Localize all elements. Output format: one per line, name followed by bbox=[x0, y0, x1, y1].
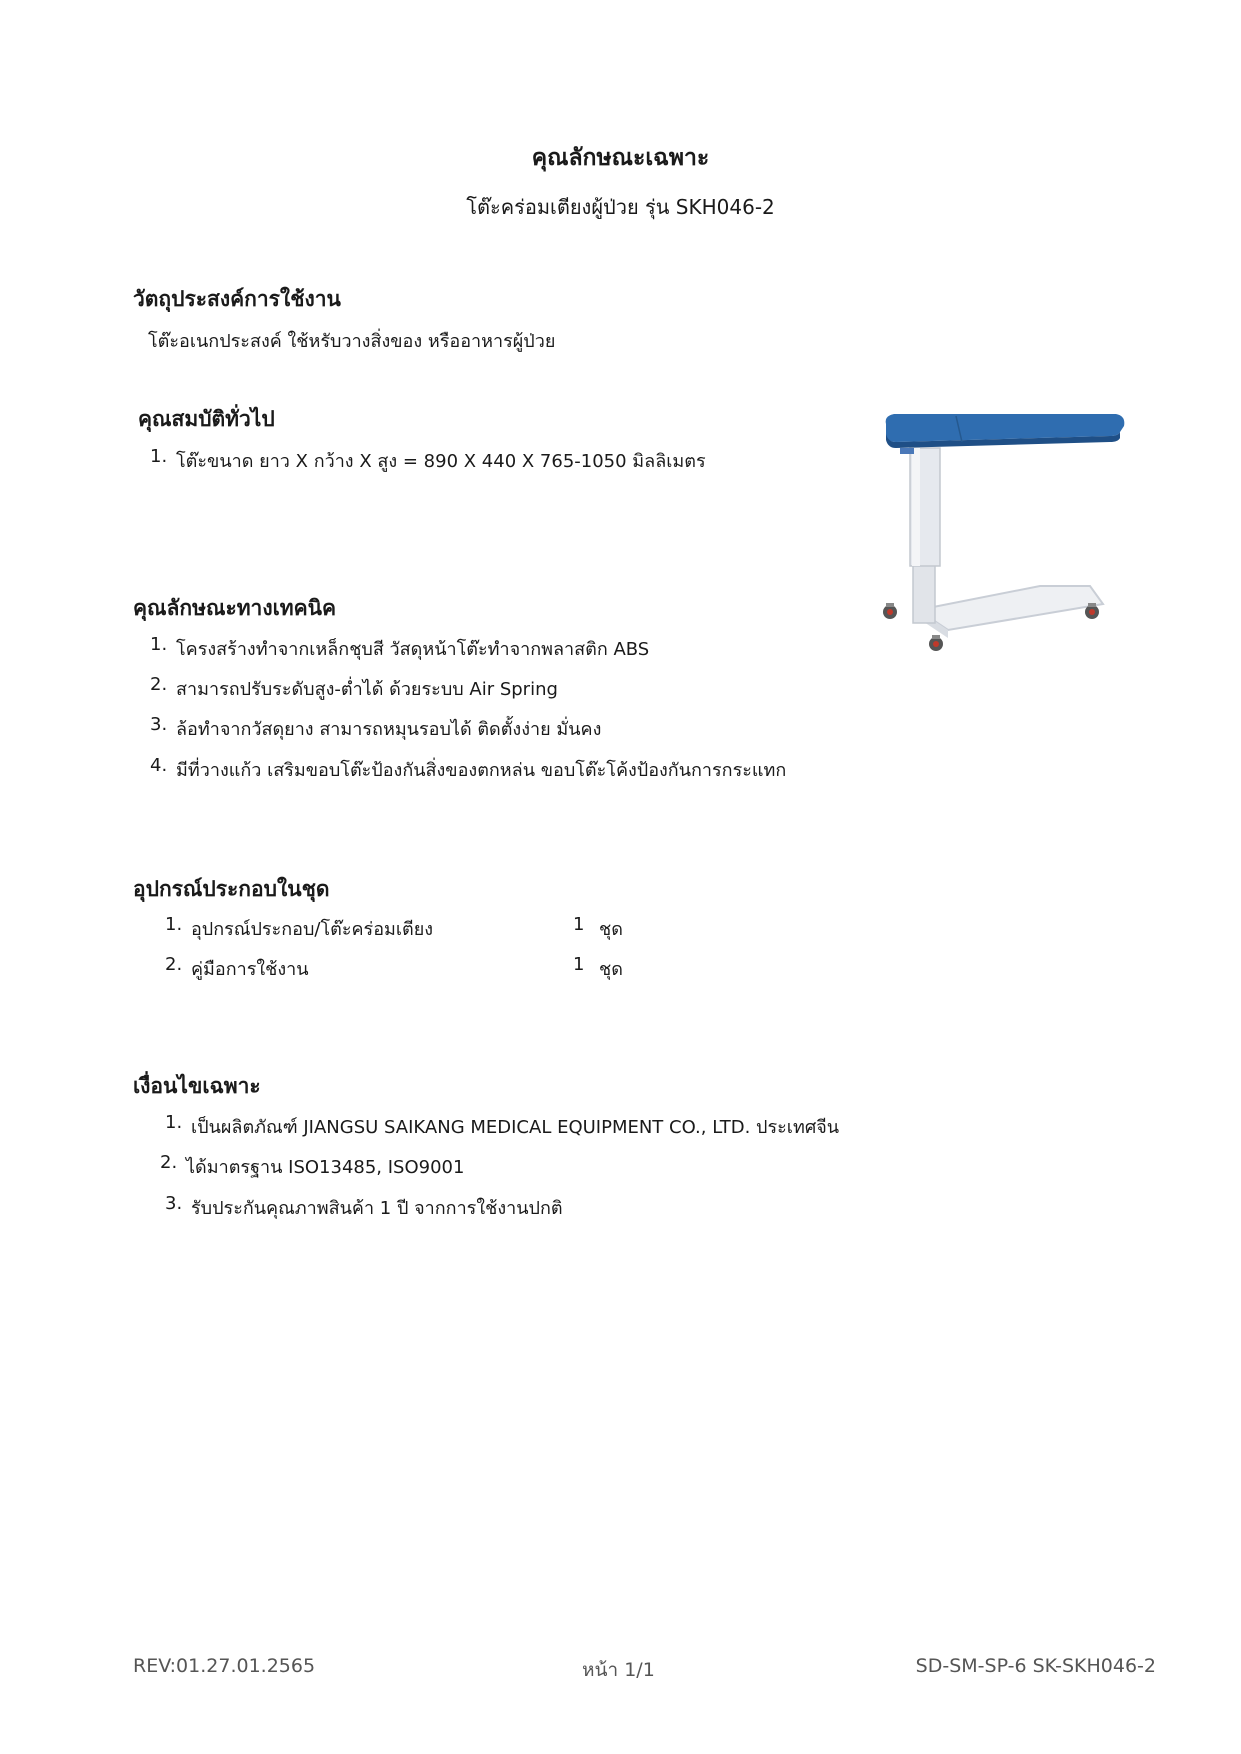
footer-revision: REV:01.27.01.2565 bbox=[133, 1655, 316, 1677]
item-number: 2. bbox=[160, 1152, 178, 1173]
item-text: โต๊ะขนาด ยาว X กว้าง X สูง = 890 X 440 X 765-1050 มิลลิเมตร bbox=[176, 451, 706, 472]
accessory-item bbox=[165, 914, 623, 943]
item-text: เป็นผลิตภัณฑ์ JIANGSU SAIKANG MEDICAL EQUIPMENT CO., LTD. ประเทศจีน bbox=[191, 1117, 840, 1138]
purpose-text: โต๊ะอเนกประสงค์ ใช้หรับวางสิ่งของ หรืออาหารผู้ป่วย bbox=[148, 331, 556, 352]
item-text: โครงสร้างทำจากเหล็กชุบสี วัสดุหน้าโต๊ะทำจากพลาสติก ABS bbox=[176, 639, 650, 660]
item-number: 1. bbox=[165, 914, 183, 935]
condition-item bbox=[165, 1112, 839, 1141]
technical-item bbox=[150, 714, 601, 743]
conditions-heading: เงื่อนไขเฉพาะ bbox=[133, 1074, 261, 1098]
general-heading: คุณสมบัติทั่วไป bbox=[138, 407, 275, 431]
item-text: ได้มาตรฐาน ISO13485, ISO9001 bbox=[186, 1157, 465, 1178]
condition-item bbox=[160, 1152, 464, 1181]
page-subtitle: โต๊ะคร่อมเตียงผู้ป่วย รุ่น SKH046-2 bbox=[466, 195, 775, 219]
item-number: 3. bbox=[165, 1193, 183, 1214]
item-number: 4. bbox=[150, 755, 168, 776]
page-title: คุณลักษณะเฉพาะ bbox=[531, 145, 710, 171]
item-text: สามารถปรับระดับสูง-ต่ำได้ ด้วยระบบ Air Spring bbox=[176, 679, 558, 700]
item-number: 2. bbox=[165, 954, 183, 975]
footer-document-code: SD-SM-SP-6 SK-SKH046-2 bbox=[915, 1655, 1156, 1677]
item-number: 1. bbox=[150, 634, 168, 655]
overbed-table-image bbox=[878, 408, 1130, 658]
accessories-heading: อุปกรณ์ประกอบในชุด bbox=[133, 877, 330, 901]
item-number: 1. bbox=[165, 1112, 183, 1133]
technical-heading: คุณลักษณะทางเทคนิค bbox=[133, 596, 337, 620]
footer-page-number: หน้า 1/1 bbox=[582, 1659, 655, 1681]
item-name: คู่มือการใช้งาน bbox=[191, 959, 309, 980]
item-number: 1. bbox=[150, 446, 168, 467]
item-text: มีที่วางแก้ว เสริมขอบโต๊ะป้องกันสิ่งของตกหล่น ขอบโต๊ะโค้งป้องกันการกระแทก bbox=[176, 760, 787, 781]
item-text: ล้อทำจากวัสดุยาง สามารถหมุนรอบได้ ติดตั้งง่าย มั่นคง bbox=[176, 719, 602, 740]
technical-item bbox=[150, 755, 786, 784]
general-item bbox=[150, 446, 706, 475]
technical-item bbox=[150, 634, 649, 663]
item-qty: 1 bbox=[573, 954, 585, 975]
item-text: รับประกันคุณภาพสินค้า 1 ปี จากการใช้งานปกติ bbox=[191, 1198, 563, 1219]
item-unit: ชุด bbox=[599, 959, 623, 980]
condition-item bbox=[165, 1193, 563, 1222]
item-number: 3. bbox=[150, 714, 168, 735]
technical-item bbox=[150, 674, 558, 703]
item-name: อุปกรณ์ประกอบ/โต๊ะคร่อมเตียง bbox=[191, 919, 434, 940]
item-unit: ชุด bbox=[599, 919, 623, 940]
purpose-heading: วัตถุประสงค์การใช้งาน bbox=[133, 287, 341, 311]
item-number: 2. bbox=[150, 674, 168, 695]
item-qty: 1 bbox=[573, 914, 585, 935]
accessory-item bbox=[165, 954, 623, 983]
